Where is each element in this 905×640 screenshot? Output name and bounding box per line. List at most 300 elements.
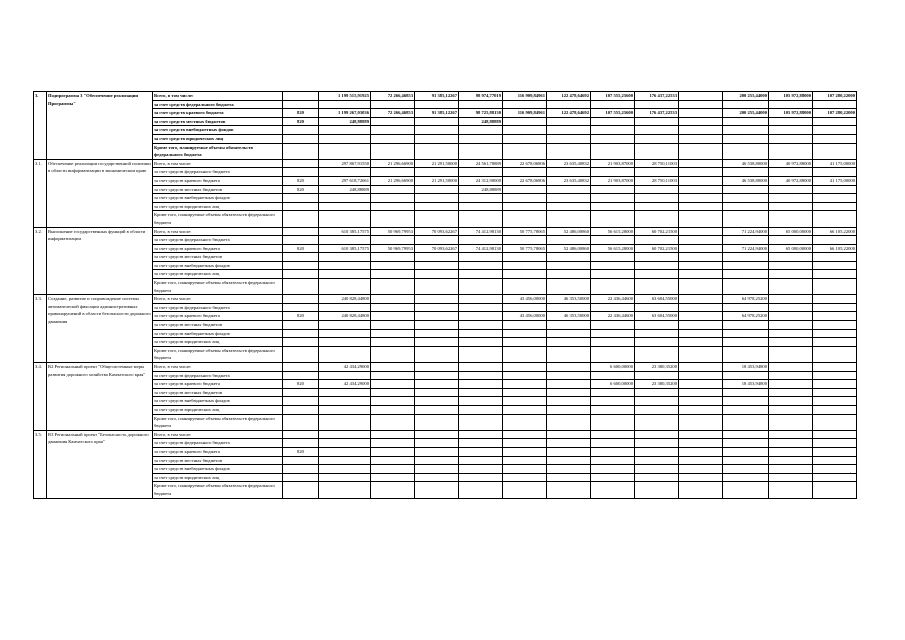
year-amount xyxy=(591,253,635,262)
year-amount xyxy=(769,430,813,439)
year-amount xyxy=(547,270,591,279)
year-amount xyxy=(723,447,769,456)
year-amount xyxy=(415,439,459,448)
year-amount xyxy=(635,439,679,448)
year-amount xyxy=(547,134,591,143)
year-amount xyxy=(547,194,591,203)
table-row xyxy=(34,312,905,321)
table-row xyxy=(34,447,905,456)
year-amount xyxy=(415,312,459,321)
year-amount xyxy=(813,414,857,430)
year-amount xyxy=(459,211,503,227)
year-amount: 105 972,88000 xyxy=(769,109,813,118)
year-amount xyxy=(415,194,459,203)
year-amount xyxy=(459,303,503,312)
funding-source: Всего, в том числе: xyxy=(153,430,283,439)
year-amount xyxy=(459,329,503,338)
year-amount xyxy=(371,380,415,389)
year-amount: 21 291,50000 xyxy=(415,159,459,168)
year-amount xyxy=(371,430,415,439)
year-amount: 56 615,28000 xyxy=(591,227,635,236)
year-amount xyxy=(371,414,415,430)
year-amount xyxy=(591,168,635,177)
year-amount xyxy=(723,185,769,194)
admin-code xyxy=(283,279,319,295)
year-amount xyxy=(769,211,813,227)
year-amount xyxy=(769,338,813,347)
year-amount xyxy=(723,270,769,279)
year-amount xyxy=(635,329,679,338)
year-amount: 248,88889 xyxy=(459,117,503,126)
funding-source: за счет средств краевого бюджета xyxy=(153,380,283,389)
year-amount xyxy=(415,405,459,414)
item-name: Подпрограмма 3 "Обеспечение реализации Программы" xyxy=(47,92,153,160)
year-amount xyxy=(371,447,415,456)
year-amount xyxy=(503,270,547,279)
year-amount: 41 175,00000 xyxy=(813,159,857,168)
year-amount xyxy=(635,473,679,482)
year-amount xyxy=(813,430,857,439)
admin-code xyxy=(283,202,319,211)
admin-code xyxy=(283,465,319,474)
table-row xyxy=(34,253,905,262)
year-amount xyxy=(769,236,813,245)
year-amount: 70 093,62267 xyxy=(415,244,459,253)
year-amount xyxy=(415,185,459,194)
year-amount xyxy=(679,261,723,270)
year-amount xyxy=(503,211,547,227)
year-amount xyxy=(371,329,415,338)
year-amount xyxy=(459,447,503,456)
total-amount: 1 199 515,91925 xyxy=(319,92,371,101)
year-amount xyxy=(503,482,547,498)
table-row xyxy=(34,338,905,347)
year-amount xyxy=(635,143,679,159)
year-amount xyxy=(723,465,769,474)
funding-source: за счет средств внебюджетных фондов xyxy=(153,397,283,406)
admin-code xyxy=(283,397,319,406)
year-amount xyxy=(459,397,503,406)
table-row xyxy=(34,185,905,194)
year-amount xyxy=(723,329,769,338)
year-amount xyxy=(591,117,635,126)
year-amount xyxy=(723,430,769,439)
year-amount xyxy=(503,430,547,439)
total-amount xyxy=(319,168,371,177)
admin-code xyxy=(283,439,319,448)
year-amount xyxy=(371,295,415,304)
table-row xyxy=(34,465,905,474)
year-amount xyxy=(371,202,415,211)
year-amount xyxy=(723,388,769,397)
year-amount xyxy=(769,261,813,270)
year-amount: 40 972,88000 xyxy=(769,176,813,185)
funding-source: за счет средств юридических лиц xyxy=(153,405,283,414)
year-amount: 200 255,44000 xyxy=(723,92,769,101)
total-amount xyxy=(319,303,371,312)
year-amount xyxy=(547,329,591,338)
year-amount xyxy=(635,185,679,194)
year-amount xyxy=(503,338,547,347)
item-number: 3.4. xyxy=(34,363,47,431)
year-amount xyxy=(371,312,415,321)
admin-code: 820 xyxy=(283,117,319,126)
year-amount xyxy=(415,473,459,482)
admin-code xyxy=(283,227,319,236)
year-amount xyxy=(371,321,415,330)
year-amount xyxy=(415,134,459,143)
year-amount: 50 775,78065 xyxy=(503,227,547,236)
year-amount: 66 105,22000 xyxy=(813,244,857,253)
year-amount xyxy=(371,211,415,227)
year-amount xyxy=(503,185,547,194)
year-amount xyxy=(769,363,813,372)
year-amount: 116 909,84961 xyxy=(503,109,547,118)
year-amount xyxy=(813,397,857,406)
year-amount xyxy=(459,100,503,109)
year-amount: 23 635,40832 xyxy=(547,159,591,168)
year-amount xyxy=(503,168,547,177)
year-amount xyxy=(679,134,723,143)
year-amount: 52 486,00860 xyxy=(547,244,591,253)
year-amount xyxy=(591,482,635,498)
funding-source: за счет средств местных бюджетов xyxy=(153,456,283,465)
year-amount xyxy=(635,465,679,474)
year-amount xyxy=(591,100,635,109)
year-amount xyxy=(769,303,813,312)
year-amount: 50 775,78065 xyxy=(503,244,547,253)
year-amount xyxy=(769,405,813,414)
year-amount xyxy=(591,134,635,143)
table-row xyxy=(34,295,905,304)
year-amount xyxy=(769,295,813,304)
year-amount xyxy=(769,371,813,380)
year-amount: 28 750,11003 xyxy=(635,176,679,185)
year-amount xyxy=(591,194,635,203)
table-row xyxy=(34,321,905,330)
year-amount: 65 000,00000 xyxy=(769,227,813,236)
year-amount xyxy=(371,371,415,380)
year-amount xyxy=(591,202,635,211)
year-amount xyxy=(591,143,635,159)
year-amount xyxy=(415,143,459,159)
funding-source: за счет средств федерального бюджета xyxy=(153,371,283,380)
total-amount: 297 618,72661 xyxy=(319,176,371,185)
year-amount: 63 604,55000 xyxy=(635,312,679,321)
year-amount xyxy=(503,236,547,245)
year-amount: 63 604,55000 xyxy=(635,295,679,304)
year-amount xyxy=(635,253,679,262)
table-row xyxy=(34,236,905,245)
total-amount xyxy=(319,279,371,295)
year-amount xyxy=(679,447,723,456)
admin-code xyxy=(283,143,319,159)
year-amount xyxy=(547,363,591,372)
funding-source: Кроме того, планируемые объемы обязательств федерального бюджета xyxy=(153,346,283,362)
year-amount xyxy=(459,346,503,362)
year-amount xyxy=(813,321,857,330)
year-amount xyxy=(459,465,503,474)
year-amount xyxy=(679,430,723,439)
admin-code xyxy=(283,159,319,168)
total-amount xyxy=(319,321,371,330)
year-amount xyxy=(679,473,723,482)
table-row xyxy=(34,482,905,498)
funding-source: Всего, в том числе: xyxy=(153,92,283,101)
year-amount xyxy=(679,338,723,347)
year-amount xyxy=(635,482,679,498)
year-amount xyxy=(459,338,503,347)
year-amount: 122 478,64692 xyxy=(547,92,591,101)
year-amount xyxy=(723,346,769,362)
year-amount xyxy=(769,329,813,338)
year-amount xyxy=(459,134,503,143)
total-amount xyxy=(319,456,371,465)
year-amount xyxy=(813,380,857,389)
table-row xyxy=(34,227,905,236)
table-row xyxy=(34,168,905,177)
year-amount xyxy=(459,456,503,465)
year-amount xyxy=(459,321,503,330)
admin-code xyxy=(283,482,319,498)
item-name: Создание, развитие и сопровождение системы автоматической фиксации административных правонарушений в области безопасности дорожного движения xyxy=(47,295,153,363)
year-amount xyxy=(503,473,547,482)
funding-source: за счет средств местных бюджетов xyxy=(153,185,283,194)
budget-table-sheet xyxy=(33,91,859,499)
table-row xyxy=(34,176,905,185)
year-amount xyxy=(813,211,857,227)
year-amount xyxy=(723,253,769,262)
year-amount xyxy=(547,346,591,362)
year-amount xyxy=(547,465,591,474)
year-amount: 71 224,94000 xyxy=(723,227,769,236)
funding-source: за счет средств федерального бюджета xyxy=(153,236,283,245)
year-amount xyxy=(415,168,459,177)
year-amount xyxy=(591,465,635,474)
year-amount: 22 678,06806 xyxy=(503,159,547,168)
year-amount xyxy=(679,303,723,312)
year-amount: 6 600,00000 xyxy=(591,380,635,389)
year-amount: 74 412,98130 xyxy=(459,227,503,236)
table-row xyxy=(34,100,905,109)
year-amount xyxy=(459,473,503,482)
year-amount xyxy=(769,465,813,474)
admin-code xyxy=(283,405,319,414)
year-amount: 21 296,66900 xyxy=(371,159,415,168)
year-amount xyxy=(813,194,857,203)
year-amount: 107 555,25600 xyxy=(591,109,635,118)
year-amount xyxy=(635,447,679,456)
year-amount xyxy=(459,371,503,380)
admin-code xyxy=(283,253,319,262)
year-amount xyxy=(679,92,723,101)
funding-source: Кроме того, планируемые объемы обязательств федерального бюджета xyxy=(153,279,283,295)
year-amount xyxy=(415,117,459,126)
year-amount: 74 412,98130 xyxy=(459,244,503,253)
admin-code xyxy=(283,329,319,338)
admin-code: 820 xyxy=(283,244,319,253)
funding-source: за счет средств юридических лиц xyxy=(153,202,283,211)
year-amount xyxy=(591,236,635,245)
year-amount xyxy=(591,346,635,362)
funding-source: за счет средств федерального бюджета xyxy=(153,303,283,312)
year-amount xyxy=(769,134,813,143)
admin-code: 820 xyxy=(283,109,319,118)
funding-source: за счет средств внебюджетных фондов xyxy=(153,261,283,270)
year-amount xyxy=(769,279,813,295)
year-amount xyxy=(591,279,635,295)
year-amount xyxy=(769,456,813,465)
funding-source: за счет средств краевого бюджета xyxy=(153,244,283,253)
year-amount xyxy=(813,295,857,304)
table-row xyxy=(34,211,905,227)
year-amount: 71 224,94000 xyxy=(723,244,769,253)
year-amount xyxy=(547,168,591,177)
year-amount xyxy=(769,473,813,482)
year-amount xyxy=(635,338,679,347)
year-amount xyxy=(679,279,723,295)
year-amount: 200 255,44000 xyxy=(723,109,769,118)
year-amount xyxy=(679,388,723,397)
year-amount xyxy=(503,126,547,135)
item-number: 3.3. xyxy=(34,295,47,363)
year-amount xyxy=(371,405,415,414)
year-amount xyxy=(813,253,857,262)
year-amount xyxy=(503,117,547,126)
year-amount xyxy=(723,371,769,380)
year-amount xyxy=(679,202,723,211)
funding-source: за счет средств краевого бюджета xyxy=(153,312,283,321)
year-amount xyxy=(813,202,857,211)
year-amount xyxy=(503,346,547,362)
total-amount: 42 434,29000 xyxy=(319,380,371,389)
year-amount xyxy=(459,388,503,397)
year-amount: 23 635,40832 xyxy=(547,176,591,185)
year-amount: 23 380,35200 xyxy=(635,363,679,372)
year-amount xyxy=(769,346,813,362)
year-amount xyxy=(723,303,769,312)
year-amount xyxy=(813,270,857,279)
year-amount: 72 266,46853 xyxy=(371,92,415,101)
year-amount xyxy=(679,295,723,304)
year-amount xyxy=(769,397,813,406)
item-name: R2 Региональный проект "Общесистемные меры развития дорожного хозяйства Камчатского края" xyxy=(47,363,153,431)
table-row xyxy=(34,117,905,126)
item-name: R3 Региональный проект "Безопасность дорожного движения Камчатского края" xyxy=(47,430,153,498)
admin-code xyxy=(283,236,319,245)
year-amount: 52 486,00860 xyxy=(547,227,591,236)
year-amount: 41 175,00000 xyxy=(813,176,857,185)
year-amount: 91 385,12267 xyxy=(415,109,459,118)
year-amount xyxy=(723,126,769,135)
year-amount xyxy=(679,270,723,279)
year-amount xyxy=(635,211,679,227)
year-amount xyxy=(459,202,503,211)
admin-code: 820 xyxy=(283,185,319,194)
year-amount xyxy=(635,261,679,270)
year-amount xyxy=(503,388,547,397)
year-amount xyxy=(813,363,857,372)
year-amount: 23 380,35200 xyxy=(635,380,679,389)
year-amount xyxy=(547,143,591,159)
year-amount: 40 972,88000 xyxy=(769,159,813,168)
year-amount xyxy=(547,185,591,194)
year-amount xyxy=(813,388,857,397)
admin-code: 820 xyxy=(283,312,319,321)
year-amount xyxy=(503,253,547,262)
funding-source: Кроме того, планируемые объемы обязательств федерального бюджета xyxy=(153,482,283,498)
year-amount xyxy=(415,295,459,304)
year-amount xyxy=(635,134,679,143)
funding-source: за счет средств внебюджетных фондов xyxy=(153,329,283,338)
year-amount: 64 978,25200 xyxy=(723,312,769,321)
year-amount xyxy=(371,185,415,194)
table-row xyxy=(34,194,905,203)
year-amount xyxy=(415,211,459,227)
year-amount xyxy=(679,143,723,159)
table-row xyxy=(34,397,905,406)
year-amount xyxy=(635,414,679,430)
year-amount xyxy=(547,405,591,414)
year-amount xyxy=(679,312,723,321)
year-amount: 50 969,79953 xyxy=(371,244,415,253)
admin-code xyxy=(283,261,319,270)
year-amount xyxy=(723,338,769,347)
year-amount: 98 974,77019 xyxy=(459,92,503,101)
admin-code: 820 xyxy=(283,380,319,389)
year-amount xyxy=(679,405,723,414)
funding-source: за счет средств внебюджетных фондов xyxy=(153,465,283,474)
total-amount: 297 867,91550 xyxy=(319,159,371,168)
year-amount xyxy=(459,380,503,389)
year-amount: 60 702,21500 xyxy=(635,244,679,253)
year-amount xyxy=(547,117,591,126)
funding-source: Кроме того, планируемые объемы обязательств федерального бюджета xyxy=(153,143,283,159)
year-amount xyxy=(503,194,547,203)
year-amount: 107 280,22000 xyxy=(813,92,857,101)
year-amount xyxy=(547,253,591,262)
year-amount xyxy=(591,185,635,194)
table-row xyxy=(34,388,905,397)
year-amount: 21 291,50000 xyxy=(415,176,459,185)
year-amount xyxy=(547,279,591,295)
year-amount xyxy=(503,447,547,456)
year-amount xyxy=(459,253,503,262)
admin-code: 820 xyxy=(283,176,319,185)
year-amount xyxy=(503,456,547,465)
table-row xyxy=(34,202,905,211)
table-row xyxy=(34,473,905,482)
year-amount xyxy=(547,430,591,439)
year-amount: 46 353,50000 xyxy=(547,295,591,304)
year-amount xyxy=(547,236,591,245)
year-amount xyxy=(723,168,769,177)
year-amount xyxy=(723,117,769,126)
year-amount xyxy=(371,397,415,406)
year-amount xyxy=(591,303,635,312)
year-amount xyxy=(723,100,769,109)
year-amount xyxy=(679,194,723,203)
year-amount xyxy=(371,338,415,347)
table-row xyxy=(34,346,905,362)
year-amount: 98 725,88130 xyxy=(459,109,503,118)
total-amount xyxy=(319,346,371,362)
total-amount xyxy=(319,414,371,430)
funding-source: за счет средств местных бюджетов xyxy=(153,388,283,397)
year-amount xyxy=(723,194,769,203)
year-amount xyxy=(415,397,459,406)
funding-source: за счет средств федерального бюджета xyxy=(153,168,283,177)
